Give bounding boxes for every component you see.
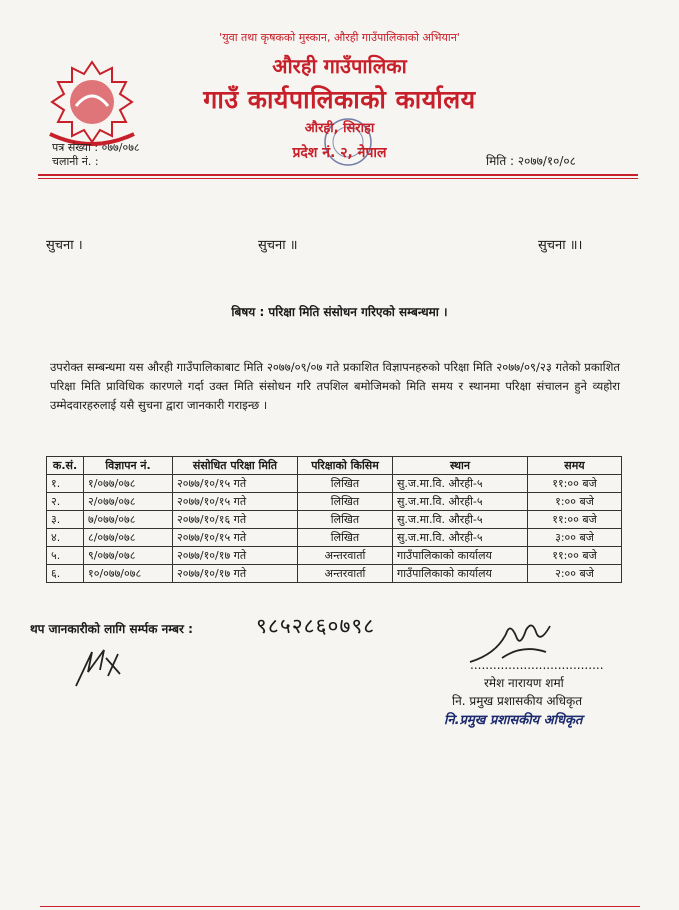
table-cell: सु.ज.मा.वि. औरही-५ (393, 511, 528, 529)
exam-schedule-table (46, 456, 622, 583)
table-cell: अन्तरवार्ता (298, 547, 393, 565)
title-stamp: नि.प्रमुख प्रशासकीय अधिकृत (444, 713, 583, 728)
table-row (47, 475, 622, 493)
table-cell: ३. (47, 511, 84, 529)
slogan: 'युवा तथा कृषकको मुस्कान, औरही गाउँपालिकाको अभियान' (219, 31, 460, 44)
table-row (47, 547, 622, 565)
initial-signature-icon (70, 632, 130, 692)
table-cell: ६. (47, 565, 84, 583)
signatory-name: रमेश नारायण शर्मा (484, 676, 564, 690)
table-cell: सु.ज.मा.वि. औरही-५ (393, 493, 528, 511)
table-cell: २०७७/१०/१७ गते (173, 547, 298, 565)
table-cell: ११:०० बजे (528, 511, 622, 529)
header-rule-thin (38, 178, 638, 179)
notice-label-1: सुचना । (46, 238, 83, 253)
column-header: समय (528, 457, 622, 475)
table-cell: १०/०७७/०७८ (84, 565, 173, 583)
contact-number: ९८५२८६०७९८ (256, 614, 376, 638)
letter-number: पत्र संख्या : ०७७/०७८ (52, 141, 140, 154)
header-rule (38, 174, 638, 176)
table-cell: लिखित (298, 475, 393, 493)
table-cell: लिखित (298, 511, 393, 529)
column-header: संसोधित परिक्षा मिति (173, 457, 298, 475)
table-cell: १:०० बजे (528, 493, 622, 511)
column-header: विज्ञापन नं. (84, 457, 173, 475)
table-row (47, 529, 622, 547)
table-cell: ७/०७७/०७८ (84, 511, 173, 529)
table-cell: लिखित (298, 529, 393, 547)
table-cell: २/०७७/०७८ (84, 493, 173, 511)
table-cell: २:०० बजे (528, 565, 622, 583)
column-header: परिक्षाको किसिम (298, 457, 393, 475)
column-header: क.सं. (47, 457, 84, 475)
table-cell: २०७७/१०/१६ गते (173, 511, 298, 529)
table-cell: ११:०० बजे (528, 475, 622, 493)
footer-rule (40, 906, 640, 907)
body-paragraph: उपरोक्त सम्बन्धमा यस औरही गाउँपालिकाबाट मिति २०७७/०९/०७ गते प्रकाशित विज्ञापनहरुको परिक्षा मिति २०७७/०९/२३ गतेको प्रकाशित परिक्षा मिति प्राविधिक कारणले गर्दा उक्त मिति संसोधन गरि तपशिल बमोजिमको मिति समय र स्थानमा परिक्षा संचालन हुने व्यहोरा उम्मेदवारहरुलाई यसै सुचना द्वारा जानकारी गराइन्छ । (50, 360, 620, 412)
column-header: स्थान (393, 457, 528, 475)
table-cell: २०७७/१०/१५ गते (173, 493, 298, 511)
table-cell: ५. (47, 547, 84, 565)
table-cell: २०७७/१०/१५ गते (173, 475, 298, 493)
table-cell: २. (47, 493, 84, 511)
table-cell: अन्तरवार्ता (298, 565, 393, 583)
table-cell: लिखित (298, 493, 393, 511)
table-cell: ९/०७७/०७८ (84, 547, 173, 565)
table-cell: १. (47, 475, 84, 493)
letter-date: मिति : २०७७/१०/०८ (486, 154, 576, 168)
table-cell: ८/०७७/०७८ (84, 529, 173, 547)
province: प्रदेश नं. २, नेपाल (292, 145, 387, 161)
table-cell: ४. (47, 529, 84, 547)
notice-label-2: सुचना ॥ (258, 238, 298, 253)
signatory-title: नि. प्रमुख प्रशासकीय अधिकृत (452, 694, 583, 708)
table-cell: गाउँपालिकाको कार्यालय (393, 565, 528, 583)
signature-line: ................................... (470, 658, 604, 672)
table-cell: ३:०० बजे (528, 529, 622, 547)
table-cell: २०७७/१०/१७ गते (173, 565, 298, 583)
organization-name: औरही गाउँपालिका (272, 54, 407, 78)
table-cell: ११:०० बजे (528, 547, 622, 565)
table-row (47, 511, 622, 529)
table-header-row (47, 457, 622, 475)
table-cell: सु.ज.मा.वि. औरही-५ (393, 475, 528, 493)
table-cell: १/०७७/०७८ (84, 475, 173, 493)
table-row (47, 493, 622, 511)
table-row (47, 565, 622, 583)
table-cell: गाउँपालिकाको कार्यालय (393, 547, 528, 565)
table-cell: सु.ज.मा.वि. औरही-५ (393, 529, 528, 547)
dispatch-number: चलानी नं. : (52, 155, 99, 168)
notice-label-3: सुचना ॥। (538, 238, 583, 253)
office-address: औरही, सिराहा (304, 121, 375, 136)
contact-label: थप जानकारीको लागि सर्म्पक नम्बर : (30, 622, 193, 636)
office-name: गाउँ कार्यपालिकाको कार्यालय (203, 85, 476, 114)
subject-line: बिषय : परिक्षा मिति संसोधन गरिएको सम्बन्धमा । (231, 305, 448, 319)
table-cell: २०७७/१०/१५ गते (173, 529, 298, 547)
